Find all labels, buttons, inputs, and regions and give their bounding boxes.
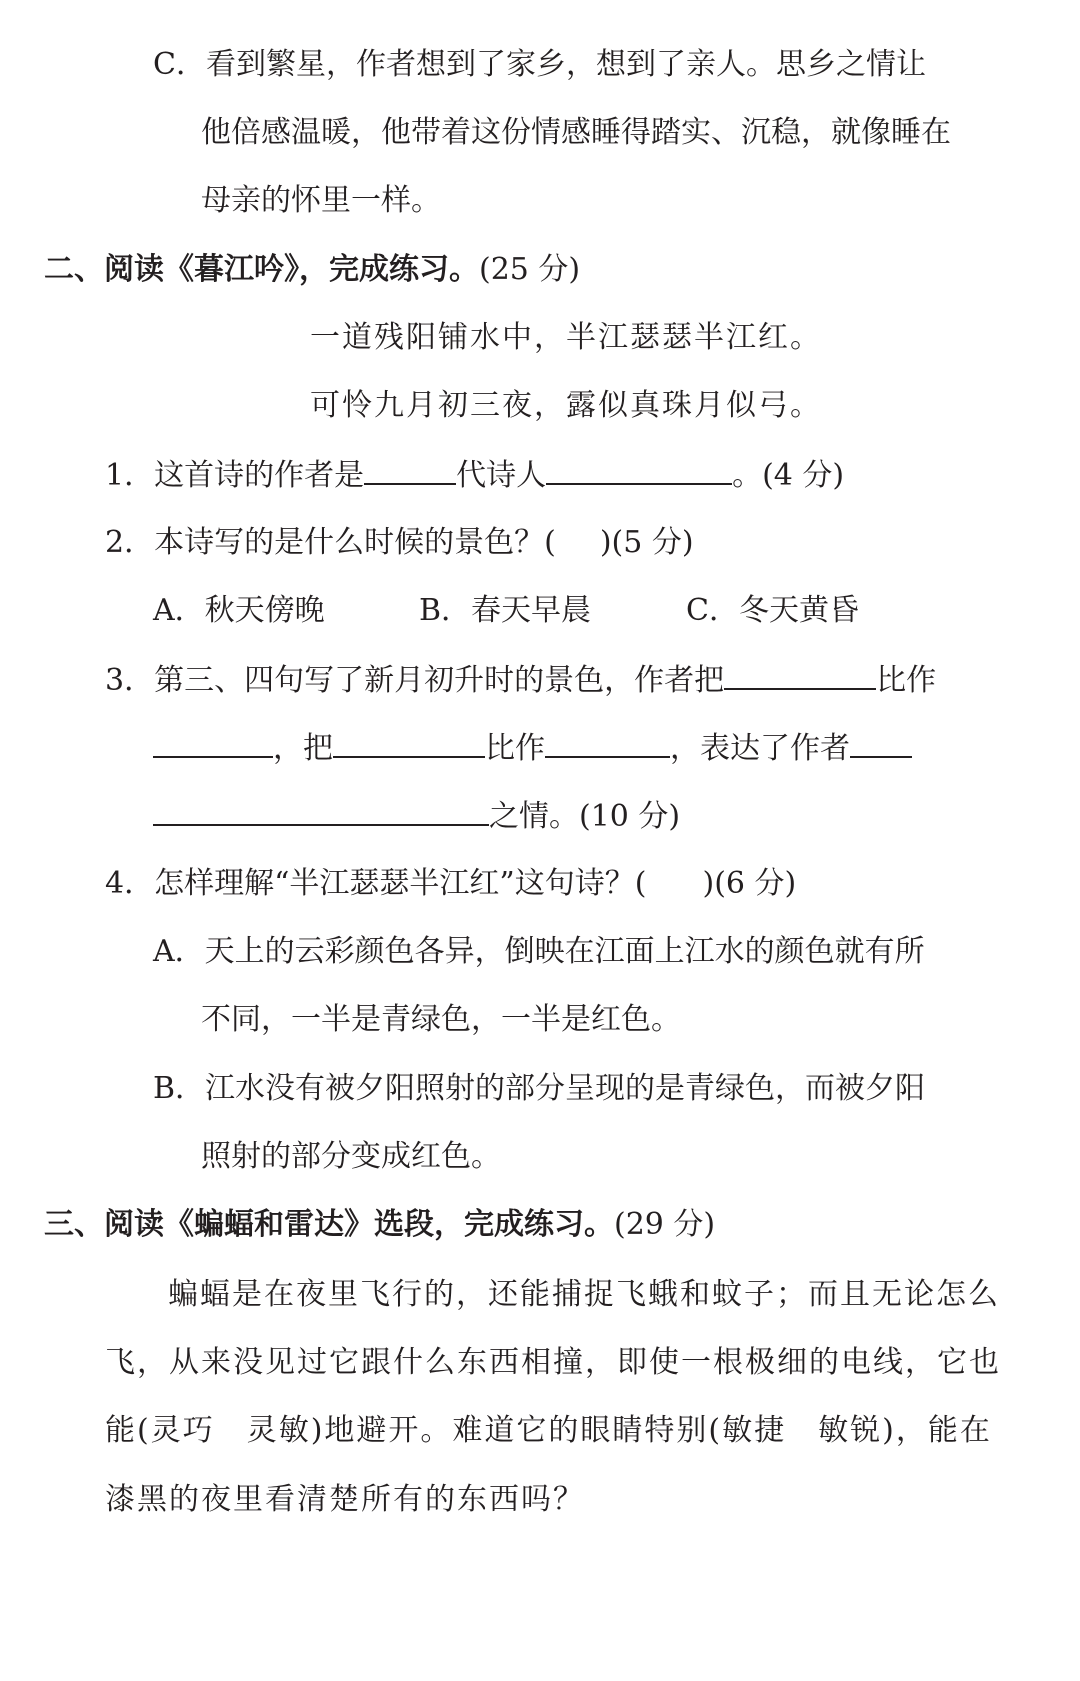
question-number: 4． bbox=[105, 866, 155, 901]
passage-line-2: 飞，从来没见过它跟什么东西相撞，即使一根极细的电线，它也 bbox=[105, 1345, 1001, 1380]
option-text: 天上的云彩颜色各异，倒映在江面上江水的颜色就有所 bbox=[204, 934, 925, 969]
question-score: )(6 分) bbox=[702, 866, 797, 901]
passage-line-4: 漆黑的夜里看清楚所有的东西吗？ bbox=[105, 1482, 585, 1517]
answer-blank[interactable] bbox=[153, 728, 273, 758]
q4-option-a-line-1[interactable] bbox=[153, 932, 925, 972]
section-title: 三、阅读《蝙蝠和雷达》选段，完成练习。 bbox=[44, 1207, 614, 1242]
poem-line-2: 可怜九月初三夜，露似真珠月似弓。 bbox=[310, 388, 822, 423]
question-text: 这首诗的作者是 bbox=[154, 458, 365, 493]
question-number: 3． bbox=[105, 663, 155, 698]
question-score: )(5 分) bbox=[599, 525, 694, 560]
option-label: C． bbox=[686, 593, 739, 628]
option-label: C． bbox=[153, 47, 206, 82]
question-number: 2． bbox=[105, 525, 155, 560]
section-2-heading bbox=[44, 250, 580, 290]
option-label: A． bbox=[153, 934, 205, 969]
passage-line-3: 能(灵巧 灵敏)地避开。难道它的眼睛特别(敏捷 敏锐)，能在 bbox=[105, 1413, 992, 1448]
question-text: 比作 bbox=[485, 731, 545, 766]
option-text: 秋天傍晚 bbox=[204, 593, 325, 628]
question-3-line-2 bbox=[153, 728, 912, 769]
question-1 bbox=[105, 455, 844, 496]
section-score: (29 分) bbox=[614, 1207, 716, 1242]
option-text: 看到繁星，作者想到了家乡，想到了亲人。思乡之情让 bbox=[205, 47, 926, 82]
question-text: 比作 bbox=[876, 663, 937, 698]
question-3-line-3 bbox=[153, 796, 680, 837]
answer-blank[interactable] bbox=[153, 796, 489, 826]
answer-blank[interactable] bbox=[364, 455, 456, 485]
question-text: 代诗人 bbox=[456, 458, 547, 493]
question-text: 第三、四句写了新月初升时的景色，作者把 bbox=[154, 663, 725, 698]
option-c-line-3: 母亲的怀里一样。 bbox=[201, 183, 441, 218]
question-text: 怎样理解“半江瑟瑟半江红”这句诗？( bbox=[154, 866, 647, 901]
q2-option-a[interactable] bbox=[153, 591, 325, 631]
q4-option-b-line-1[interactable] bbox=[153, 1069, 925, 1109]
question-score: 之情。(10 分) bbox=[489, 799, 681, 834]
section-score: (25 分) bbox=[479, 252, 581, 287]
answer-blank[interactable] bbox=[545, 728, 670, 758]
answer-blank[interactable] bbox=[546, 455, 732, 485]
poem-line-1: 一道残阳铺水中，半江瑟瑟半江红。 bbox=[310, 320, 822, 355]
answer-blank[interactable] bbox=[333, 728, 485, 758]
passage-line-1: 蝙蝠是在夜里飞行的，还能捕捉飞蛾和蚊子；而且无论怎么 bbox=[168, 1277, 1000, 1312]
question-3-line-1 bbox=[105, 660, 936, 701]
q4-option-a-line-2: 不同，一半是青绿色，一半是红色。 bbox=[201, 1002, 681, 1037]
question-text: 本诗写的是什么时候的景色？( bbox=[154, 525, 556, 560]
q2-option-c[interactable] bbox=[686, 591, 859, 631]
question-number: 1． bbox=[105, 458, 155, 493]
option-label: B． bbox=[419, 593, 472, 628]
option-text: 江水没有被夕阳照射的部分呈现的是青绿色，而被夕阳 bbox=[205, 1071, 926, 1106]
option-label: B． bbox=[153, 1071, 206, 1106]
question-4 bbox=[105, 864, 796, 904]
option-text: 春天早晨 bbox=[471, 593, 592, 628]
option-c-line-2: 他倍感温暖，他带着这份情感睡得踏实、沉稳，就像睡在 bbox=[201, 115, 951, 150]
question-text: ，表达了作者 bbox=[670, 731, 850, 766]
answer-blank[interactable] bbox=[724, 660, 876, 690]
question-text: ，把 bbox=[273, 731, 333, 766]
option-c-line-1 bbox=[153, 45, 926, 85]
option-text: 冬天黄昏 bbox=[738, 593, 859, 628]
q4-option-b-line-2: 照射的部分变成红色。 bbox=[201, 1139, 501, 1174]
section-3-heading bbox=[44, 1205, 715, 1245]
question-2 bbox=[105, 523, 694, 563]
option-label: A． bbox=[153, 593, 205, 628]
answer-blank[interactable] bbox=[850, 728, 912, 758]
section-title: 二、阅读《暮江吟》，完成练习。 bbox=[44, 252, 479, 287]
q2-option-b[interactable] bbox=[419, 591, 591, 631]
question-score: 。(4 分) bbox=[732, 458, 845, 493]
